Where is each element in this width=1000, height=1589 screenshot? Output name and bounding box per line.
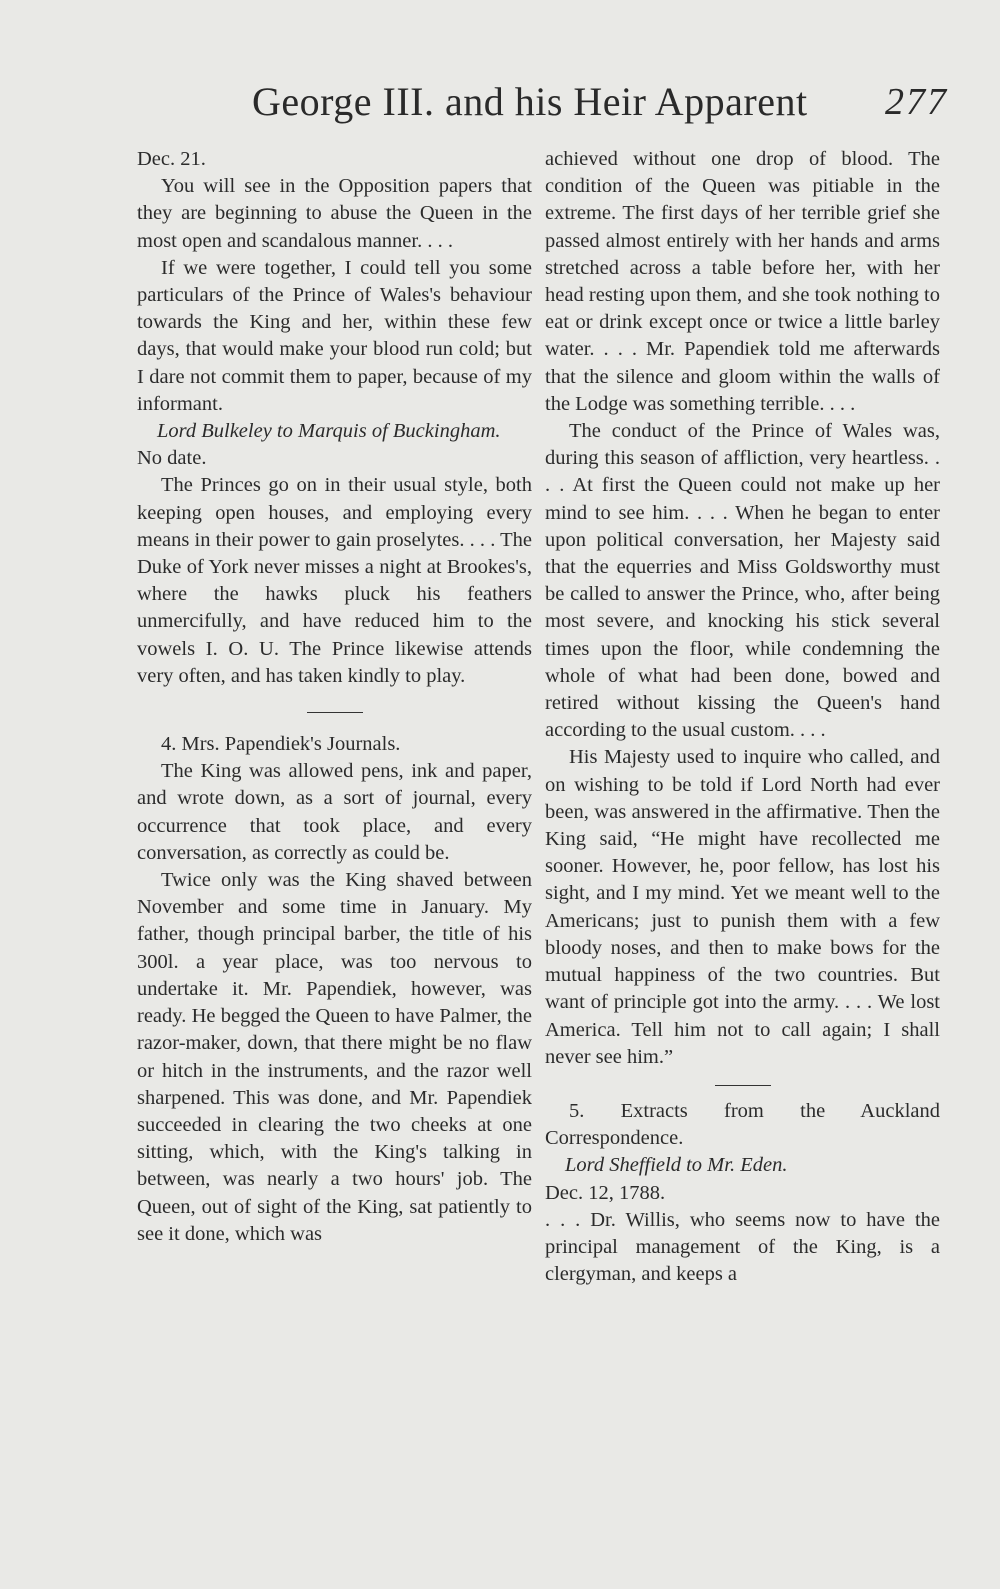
letter-date: Dec. 12, 1788.: [545, 1181, 666, 1204]
letter-attribution: Lord Bulkeley to Marquis of Buckingham.: [157, 420, 501, 443]
paragraph: The Princes go on in their usual style, both keeping open houses, and employing every means in their power to gain proselytes. . . . The Duke of York never misses a night at Brookes's, where the hawks pluck his feathers unmercifully, and have reduced him to the vowels I. O. U. The Prince likewise attends very often, and has taken kindly to play.: [137, 474, 532, 687]
paragraph: Twice only was the King shaved between November and some time in January. My father, though principal barber, the title of his 300l. a year place, was too nervous to undertake it. Mr. Papendiek, however, was ready. He begged the Queen to have Palmer, the razor-maker, down, that there might be no flaw or hitch in the instruments, and the razor well sharpened. This was done, and Mr. Papendiek succeeded in clearing the two cheeks at one sitting, which, with the King's talking in between, was nearly a two hours' job. The Queen, out of sight of the King, sat patiently to see it done, which was: [137, 869, 532, 1245]
paragraph: His Majesty used to inquire who called, and on wishing to be told if Lord North had ever been, was answered in the affirmative. Then the King said, “He might have recollected me sooner. However, he, poor fellow, has lost his sight, and I my mind. Yet we meant well to the Americans; just to punish them with a few bloody noses, and then to make bows for the mutual happiness of the two countries. But want of principle got into the army. . . . We lost America. Tell him not to call again; I shall never see him.”: [545, 746, 940, 1068]
paragraph: The King was allowed pens, ink and paper, and wrote down, as a sort of journal, every occurrence that took place, and every conversation, as correctly as could be.: [137, 760, 532, 864]
section-heading: 4. Mrs. Papendiek's Journals.: [161, 733, 401, 756]
paragraph: . . . Dr. Willis, who seems now to have the principal management of the King, is a clergyman, and keeps a: [545, 1208, 940, 1286]
left-column: [137, 146, 532, 1248]
paragraph: The conduct of the Prince of Wales was, during this season of affliction, very heartless. . . . At first the Queen could not make up her mind to see him. . . . When he began to enter upon political conversation, her Majesty said that the equerries and Miss Goldsworthy must be called to answer the Prince, who, after being most severe, and knocking his stick several times upon the floor, while condemning the whole of what had been done, bowed and retired without kissing the Queen's hand according to the usual custom. . . .: [545, 420, 940, 742]
letter-date: No date.: [137, 447, 207, 470]
paragraph: If we were together, I could tell you some particulars of the Prince of Wales's behaviour towards the King and her, within these few days, that would make your blood run cold; but I dare not commit them to paper, because of my informant.: [137, 256, 532, 415]
paragraph: achieved without one drop of blood. The condition of the Queen was pitiable in the extreme. The first days of her terrible grief she passed almost entirely with her hands and arms stretched across a table before her, with her head resting upon them, and she took nothing to eat or drink except once or twice a little barley water. . . . Mr. Papendiek told me afterwards that the silence and gloom within the walls of the Lodge was something terrible. . . .: [545, 148, 940, 415]
running-title: George III. and his Heir Apparent: [252, 79, 808, 124]
letter-attribution: Lord Sheffield to Mr. Eden.: [565, 1154, 788, 1177]
right-column: [545, 146, 940, 1288]
paragraph: You will see in the Opposition papers that they are beginning to abuse the Queen in the most open and scandalous manner. . . .: [137, 175, 532, 252]
section-divider: [307, 712, 363, 713]
page-number: 277: [885, 81, 948, 123]
letter-date: Dec. 21.: [137, 148, 206, 170]
section-heading: 5. Extracts from the Auckland Correspondence.: [545, 1099, 940, 1150]
section-divider: [715, 1085, 771, 1086]
